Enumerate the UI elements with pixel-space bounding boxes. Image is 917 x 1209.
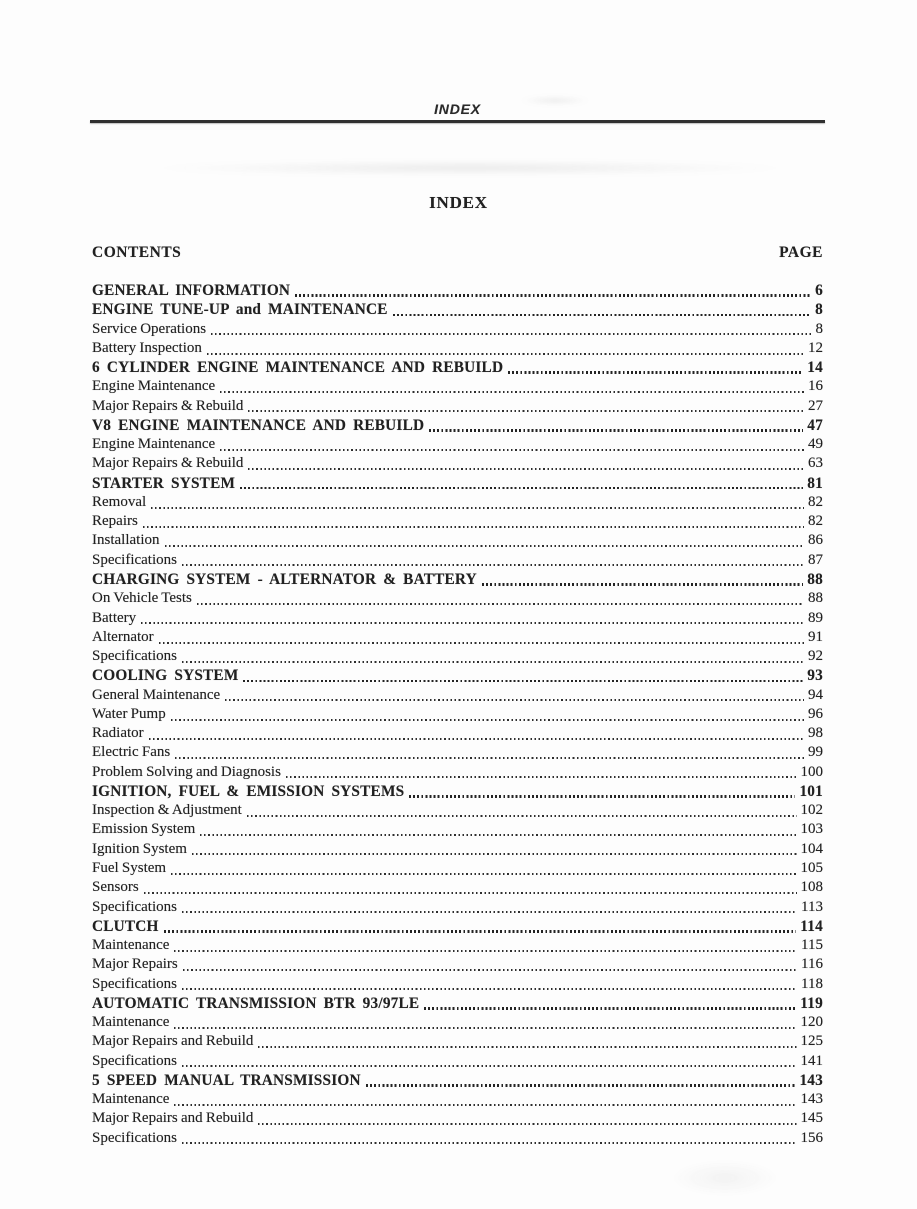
toc-entry-page-number: 101 — [799, 782, 823, 800]
toc-entry-page-number: 47 — [807, 416, 823, 434]
toc-entry-label: Service Operations — [92, 320, 207, 337]
toc-entry-label: CLUTCH — [92, 917, 159, 935]
toc-entry-label: Battery — [92, 609, 137, 626]
toc-entry-label: Specifications — [92, 1129, 177, 1146]
toc-section-entry — [92, 474, 823, 493]
dot-leader — [409, 795, 795, 797]
toc-sub-entry — [92, 1032, 823, 1051]
toc-entry-page-number: 87 — [808, 551, 823, 568]
dot-leader — [182, 1142, 797, 1144]
dot-leader — [174, 1027, 796, 1029]
toc-section-entry — [92, 281, 823, 300]
toc-entry-page-number: 143 — [800, 1091, 823, 1108]
toc-entry-label: AUTOMATIC TRANSMISSION BTR 93/97LE — [92, 994, 420, 1012]
toc-entry-page-number: 82 — [808, 513, 823, 530]
dot-leader — [240, 487, 803, 489]
toc-entry-label: GENERAL INFORMATION — [92, 282, 291, 299]
toc-sub-entry — [92, 397, 823, 416]
dot-leader — [159, 642, 804, 644]
toc-entry-label: STARTER SYSTEM — [92, 474, 236, 492]
toc-entry-label: Ignition System — [92, 840, 187, 857]
toc-entry-label: Sensors — [92, 879, 139, 896]
running-header — [90, 101, 825, 117]
toc-section-entry — [92, 666, 823, 685]
toc-entry-page-number: 119 — [800, 994, 823, 1012]
toc-entry-label: Battery Inspection — [92, 339, 202, 356]
toc-entry-page-number: 49 — [808, 436, 823, 453]
toc-sub-entry — [92, 955, 823, 974]
toc-entry-page-number: 115 — [801, 937, 823, 954]
toc-entry-label: Major Repairs and Rebuild — [92, 1033, 254, 1050]
dot-leader — [225, 699, 804, 701]
toc-entry-page-number: 108 — [800, 879, 823, 896]
toc-entry-page-number: 93 — [807, 667, 823, 685]
toc-entry-label: 6 CYLINDER ENGINE MAINTENANCE AND REBUILD — [92, 359, 504, 377]
scan-artifact — [670, 1160, 780, 1196]
header-rule — [90, 120, 825, 123]
dot-leader — [151, 507, 804, 509]
toc-entry-page-number: 86 — [808, 532, 823, 549]
dot-leader — [200, 834, 796, 836]
toc-entry-page-number: 96 — [808, 705, 823, 722]
toc-sub-entry — [92, 609, 823, 628]
dot-leader — [182, 661, 804, 663]
toc-entry-page-number: 125 — [800, 1033, 823, 1050]
toc-entry-label: Repairs — [92, 513, 138, 530]
toc-entry-label: CHARGING SYSTEM - ALTERNATOR & BATTERY — [92, 570, 477, 588]
toc-entry-label: Radiator — [92, 725, 144, 742]
dot-leader — [141, 622, 804, 624]
dot-leader — [295, 294, 811, 296]
toc-sub-entry — [92, 705, 823, 724]
toc-sub-entry — [92, 686, 823, 705]
toc-entry-label: Major Repairs and Rebuild — [92, 1110, 254, 1127]
toc-entry-page-number: 98 — [808, 725, 823, 742]
dot-leader — [182, 911, 797, 913]
dot-leader — [182, 564, 804, 566]
toc-sub-entry — [92, 1109, 823, 1128]
toc-entry-page-number: 63 — [808, 455, 823, 472]
toc-section-entry — [92, 917, 823, 936]
toc-sub-entry — [92, 743, 823, 762]
toc-entry-label: IGNITION, FUEL & EMISSION SYSTEMS — [92, 782, 405, 800]
toc-entry-label: Engine Maintenance — [92, 378, 216, 395]
toc-entry-page-number: 81 — [807, 474, 823, 492]
dot-leader — [174, 950, 797, 952]
toc-entry-label: Maintenance — [92, 937, 170, 954]
toc-entry-page-number: 102 — [800, 802, 823, 819]
toc-sub-entry — [92, 975, 823, 994]
dot-leader — [143, 526, 804, 528]
toc-entry-label: Removal — [92, 493, 147, 510]
toc-entry-page-number: 156 — [800, 1129, 823, 1146]
toc-entry-page-number: 143 — [799, 1071, 823, 1089]
toc-entry-label: Specifications — [92, 1052, 177, 1069]
toc-entry-page-number: 16 — [808, 378, 823, 395]
dot-leader — [207, 353, 804, 355]
dot-leader — [248, 410, 804, 412]
dot-leader — [220, 391, 804, 393]
toc-sub-entry — [92, 454, 823, 473]
toc-sub-entry — [92, 1052, 823, 1071]
toc-entry-page-number: 6 — [815, 282, 823, 299]
toc-entry-label: On Vehicle Tests — [92, 590, 192, 607]
toc-sub-entry — [92, 628, 823, 647]
toc-entry-label: Water Pump — [92, 705, 166, 722]
dot-leader — [248, 468, 804, 470]
toc-entry-page-number: 92 — [808, 648, 823, 665]
toc-sub-entry — [92, 1129, 823, 1148]
toc-entry-page-number: 12 — [808, 339, 823, 356]
toc-sub-entry — [92, 859, 823, 878]
toc-entry-page-number: 118 — [801, 975, 823, 992]
toc-sub-entry — [92, 512, 823, 531]
toc-entry-page-number: 114 — [800, 917, 823, 935]
toc-section-entry — [92, 570, 823, 589]
toc-entry-page-number: 88 — [808, 590, 823, 607]
toc-entry-label: Major Repairs — [92, 956, 178, 973]
toc-entry-label: Fuel System — [92, 859, 167, 876]
toc-sub-entry — [92, 320, 823, 339]
dot-leader — [393, 314, 812, 316]
toc-entry-page-number: 91 — [808, 628, 823, 645]
toc-section-entry — [92, 416, 823, 435]
toc-entry-label: Specifications — [92, 551, 177, 568]
toc-entry-page-number: 8 — [815, 320, 823, 337]
toc-entry-label: Alternator — [92, 628, 154, 645]
toc-sub-entry — [92, 1013, 823, 1032]
toc-entry-page-number: 116 — [801, 956, 823, 973]
toc-heading-row — [92, 244, 823, 262]
toc-sub-entry — [92, 647, 823, 666]
toc-entry-page-number: 82 — [808, 493, 823, 510]
toc-entry-label: Electric Fans — [92, 744, 171, 761]
toc-sub-entry — [92, 820, 823, 839]
dot-leader — [183, 969, 797, 971]
dot-leader — [508, 371, 803, 373]
dot-leader — [258, 1123, 796, 1125]
toc-entry-label: Major Repairs & Rebuild — [92, 455, 244, 472]
toc-entry-label: Maintenance — [92, 1091, 170, 1108]
toc-sub-entry — [92, 878, 823, 897]
dot-leader — [220, 449, 804, 451]
toc-sub-entry — [92, 377, 823, 396]
toc-entry-label: Emission System — [92, 821, 196, 838]
toc-entry-page-number: 8 — [815, 301, 823, 319]
toc-entry-label: Engine Maintenance — [92, 436, 216, 453]
running-header-title: INDEX — [434, 101, 481, 117]
toc-sub-entry — [92, 840, 823, 859]
toc-entry-page-number: 104 — [800, 840, 823, 857]
dot-leader — [175, 757, 804, 759]
toc-entry-label: Specifications — [92, 648, 177, 665]
toc-sub-entry — [92, 898, 823, 917]
dot-leader — [197, 603, 804, 605]
dot-leader — [211, 333, 811, 335]
dot-leader — [286, 776, 797, 778]
toc-entry-page-number: 145 — [800, 1110, 823, 1127]
toc-entry-page-number: 120 — [800, 1014, 823, 1031]
toc-entry-page-number: 99 — [808, 744, 823, 761]
toc-entry-page-number: 88 — [807, 570, 823, 588]
dot-leader — [164, 930, 797, 932]
dot-leader — [366, 1084, 796, 1086]
toc-list — [92, 281, 823, 1148]
toc-sub-entry — [92, 936, 823, 955]
dot-leader — [247, 815, 797, 817]
toc-entry-page-number: 14 — [807, 359, 823, 377]
toc-section-entry — [92, 994, 823, 1013]
dot-leader — [149, 738, 804, 740]
toc-entry-label: 5 SPEED MANUAL TRANSMISSION — [92, 1071, 361, 1089]
toc-entry-page-number: 113 — [801, 898, 823, 915]
toc-entry-label: Specifications — [92, 975, 177, 992]
dot-leader — [182, 988, 797, 990]
toc-entry-label: Major Repairs & Rebuild — [92, 397, 244, 414]
toc-sub-entry — [92, 435, 823, 454]
toc-sub-entry — [92, 589, 823, 608]
toc-entry-page-number: 141 — [800, 1052, 823, 1069]
toc-sub-entry — [92, 801, 823, 820]
dot-leader — [192, 853, 797, 855]
toc-entry-label: Maintenance — [92, 1014, 170, 1031]
toc-section-entry — [92, 300, 823, 319]
dot-leader — [171, 719, 804, 721]
contents-heading: CONTENTS — [92, 244, 182, 261]
toc-entry-label: Inspection & Adjustment — [92, 802, 242, 819]
page-title: INDEX — [429, 193, 488, 212]
toc-sub-entry — [92, 531, 823, 550]
dot-leader — [258, 1046, 796, 1048]
toc-entry-page-number: 89 — [808, 609, 823, 626]
toc-entry-page-number: 27 — [808, 397, 823, 414]
toc-entry-label: Installation — [92, 532, 160, 549]
dot-leader — [424, 1007, 796, 1009]
toc-entry-label: Specifications — [92, 898, 177, 915]
dot-leader — [171, 873, 796, 875]
dot-leader — [243, 680, 803, 682]
dot-leader — [482, 583, 803, 585]
page-heading: PAGE — [779, 244, 823, 261]
toc-entry-label: COOLING SYSTEM — [92, 667, 239, 685]
toc-sub-entry — [92, 763, 823, 782]
toc-entry-page-number: 100 — [800, 763, 823, 780]
toc-entry-label: ENGINE TUNE-UP and MAINTENANCE — [92, 301, 388, 319]
toc-sub-entry — [92, 724, 823, 743]
toc-section-entry — [92, 358, 823, 377]
toc-entry-label: V8 ENGINE MAINTENANCE AND REBUILD — [92, 416, 425, 434]
scan-artifact — [150, 160, 790, 176]
toc-entry-page-number: 103 — [800, 821, 823, 838]
dot-leader — [182, 1065, 797, 1067]
toc-entry-page-number: 94 — [808, 686, 823, 703]
toc-section-entry — [92, 1071, 823, 1090]
toc-sub-entry — [92, 339, 823, 358]
toc-section-entry — [92, 782, 823, 801]
toc-sub-entry — [92, 1090, 823, 1109]
toc-entry-page-number: 105 — [800, 859, 823, 876]
dot-leader — [174, 1104, 796, 1106]
dot-leader — [429, 429, 803, 431]
toc-entry-label: Problem Solving and Diagnosis — [92, 763, 281, 780]
toc-entry-label: General Maintenance — [92, 686, 221, 703]
toc-sub-entry — [92, 551, 823, 570]
dot-leader — [144, 892, 797, 894]
toc-sub-entry — [92, 493, 823, 512]
dot-leader — [165, 545, 805, 547]
